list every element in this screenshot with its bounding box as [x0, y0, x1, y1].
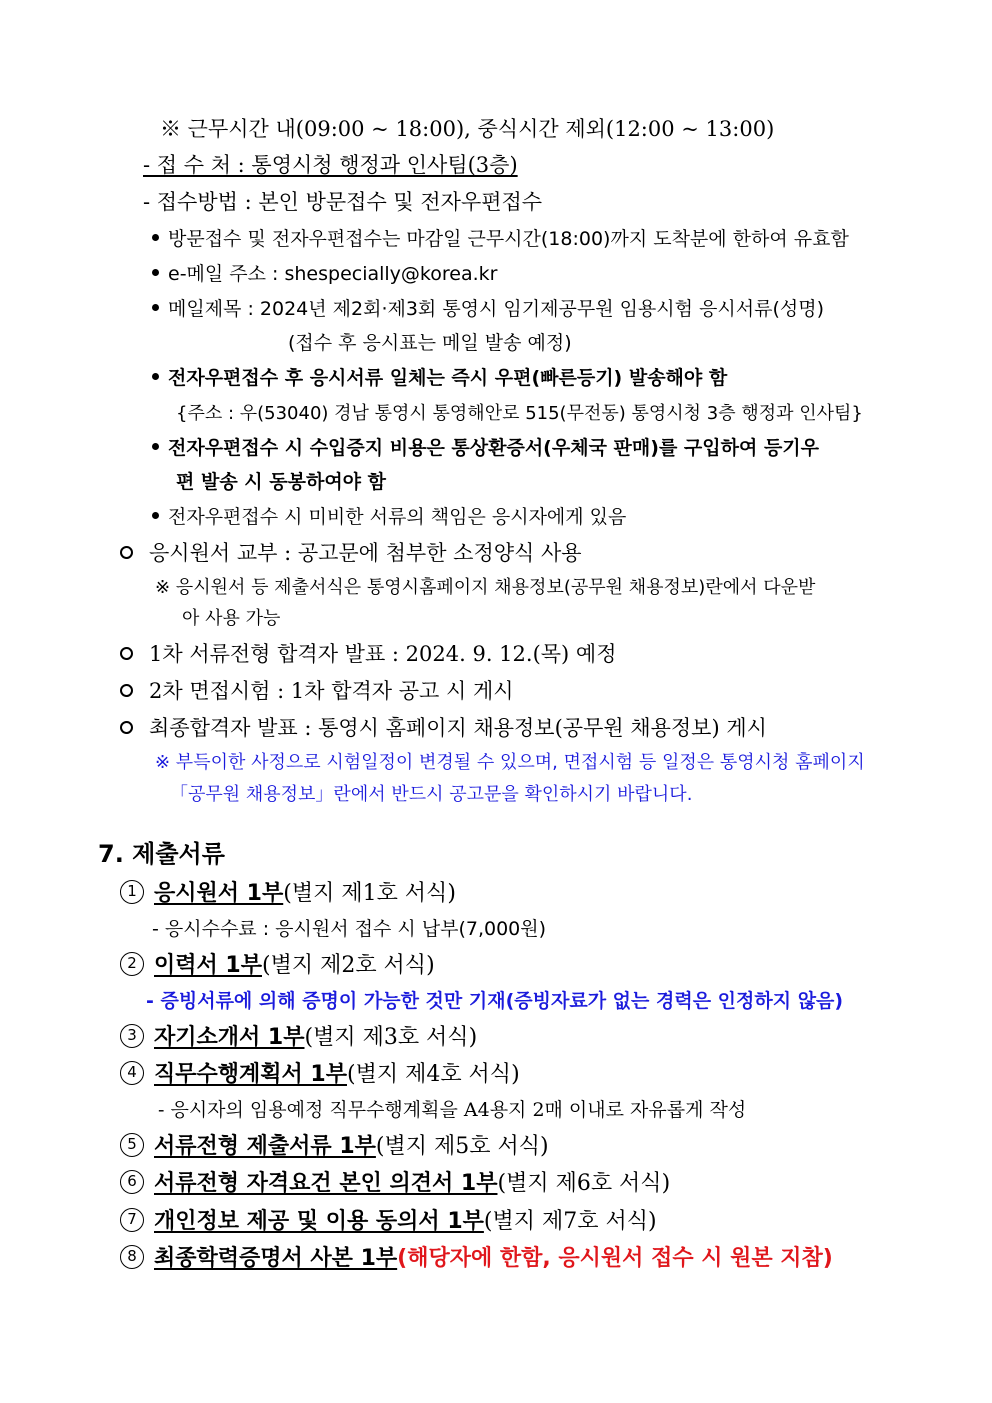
- circle-bullet-icon: [120, 684, 133, 697]
- circled-number-icon: 2: [120, 952, 144, 976]
- item-application-form: 응시원서 교부 : 공고문에 첨부한 소정양식 사용: [120, 541, 582, 566]
- doc-item: 1 응시원서 1부(별지 제1호 서식): [120, 881, 456, 907]
- doc-item: 5 서류전형 제출서류 1부(별지 제5호 서식): [120, 1134, 549, 1160]
- doc-item: 2 이력서 1부(별지 제2호 서식): [120, 953, 435, 979]
- circled-number-icon: 3: [120, 1024, 144, 1048]
- circled-number-icon: 8: [120, 1245, 144, 1269]
- doc-note-plan: - 응시자의 임용예정 직무수행계획을 A4용지 2매 이내로 자유롭게 작성: [158, 1099, 747, 1121]
- form-note: ※ 응시원서 등 제출서식은 통영시홈페이지 채용정보(공무원 채용정보)란에서 다운받: [155, 577, 816, 598]
- intake-place: - 접 수 처 : 통영시청 행정과 인사팀(3층): [143, 153, 518, 177]
- bullet-item-bold: 전자우편접수 후 응시서류 일체는 즉시 우편(빠른등기) 발송해야 함: [152, 367, 727, 390]
- doc-item: 3 자기소개서 1부(별지 제3호 서식): [120, 1025, 477, 1051]
- item-first-result: 1차 서류전형 합격자 발표 : 2024. 9. 12.(목) 예정: [120, 642, 617, 667]
- bullet-item-bold: 전자우편접수 시 수입증지 비용은 통상환증서(우체국 판매)를 구입하여 등기우: [152, 437, 819, 460]
- bullet-item: 전자우편접수 시 미비한 서류의 책임은 응시자에게 있음: [152, 506, 626, 529]
- schedule-note: ※ 부득이한 사정으로 시험일정이 변경될 수 있으며, 면접시험 등 일정은 통영시청 홈페이지: [155, 752, 865, 773]
- stamp-note-continued: 편 발송 시 동봉하여야 함: [176, 471, 386, 493]
- doc-note-evidence: - 증빙서류에 의해 증명이 가능한 것만 기재(증빙자료가 없는 경력은 인정하지 않음): [146, 990, 844, 1012]
- email-address: e-메일 주소 : shespecially@korea.kr: [168, 263, 498, 285]
- intake-method: - 접수방법 : 본인 방문접수 및 전자우편접수: [143, 190, 543, 214]
- doc-item: 6 서류전형 자격요건 본인 의견서 1부(별지 제6호 서식): [120, 1171, 670, 1197]
- circle-bullet-icon: [120, 721, 133, 734]
- circle-bullet-icon: [120, 647, 133, 660]
- circled-number-icon: 7: [120, 1208, 144, 1232]
- form-note-continued: 아 사용 가능: [182, 608, 281, 629]
- item-final-result: 최종합격자 발표 : 통영시 홈페이지 채용정보(공무원 채용정보) 게시: [120, 716, 767, 741]
- section-title: 7. 제출서류: [98, 840, 225, 868]
- doc-item: 7 개인정보 제공 및 이용 동의서 1부(별지 제7호 서식): [120, 1209, 657, 1235]
- bullet-item: 메일제목 : 2024년 제2회·제3회 통영시 임기제공무원 임용시험 응시서류(성명): [152, 298, 824, 321]
- schedule-note-continued: 「공무원 채용정보」란에서 반드시 공고문을 확인하시기 바랍니다.: [170, 784, 693, 805]
- item-interview: 2차 면접시험 : 1차 합격자 공고 시 게시: [120, 679, 514, 704]
- circled-number-icon: 6: [120, 1170, 144, 1194]
- bullet-icon: [152, 373, 159, 380]
- bullet-item: 방문접수 및 전자우편접수는 마감일 근무시간(18:00)까지 도착분에 한하여 유효함: [152, 228, 849, 251]
- bullet-icon: [152, 512, 159, 519]
- bullet-icon: [152, 304, 159, 311]
- bullet-icon: [152, 269, 159, 276]
- circle-bullet-icon: [120, 546, 133, 559]
- mailing-address: {주소 : 우(53040) 경남 통영시 통영해안로 515(무전동) 통영시청 3층 행정과 인사팀}: [176, 403, 863, 424]
- mail-title-note: (접수 후 응시표는 메일 발송 예정): [288, 332, 572, 354]
- doc-item: 4 직무수행계획서 1부(별지 제4호 서식): [120, 1062, 520, 1088]
- circled-number-icon: 1: [120, 880, 144, 904]
- circled-number-icon: 4: [120, 1061, 144, 1085]
- hours-note: ※ 근무시간 내(09:00 ~ 18:00), 중식시간 제외(12:00 ~ 13:00): [160, 117, 775, 141]
- doc-item: 8 최종학력증명서 사본 1부(해당자에 한함, 응시원서 접수 시 원본 지참): [120, 1246, 833, 1272]
- bullet-item: [152, 263, 497, 286]
- circled-number-icon: 5: [120, 1133, 144, 1157]
- doc-note-fee: - 응시수수료 : 응시원서 접수 시 납부(7,000원): [152, 918, 547, 940]
- bullet-icon: [152, 234, 159, 241]
- bullet-icon: [152, 443, 159, 450]
